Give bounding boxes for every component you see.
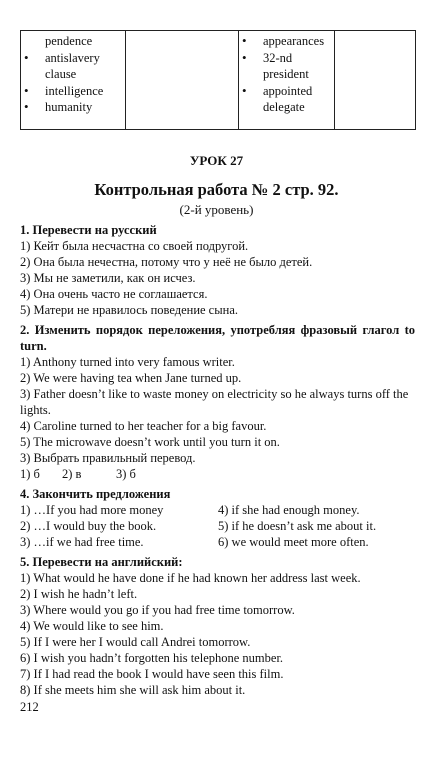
table-cell-empty-2 — [335, 31, 416, 130]
task4-item: 4) if she had enough money. — [218, 503, 360, 517]
task2-item: 3) Father doesn’t like to waste money on electricity so he always turns off the lights. — [20, 387, 409, 417]
task1-heading: 1. Перевести на русский — [20, 223, 157, 237]
task4-heading: 4. Закончить предложения — [20, 487, 171, 501]
task4-item: 3) …if we had free time. — [20, 535, 144, 549]
task5-heading: 5. Перевести на английский: — [20, 555, 183, 569]
task5-item: 3) Where would you go if you had free time tomorrow. — [20, 603, 295, 617]
task5-item: 2) I wish he hadn’t left. — [20, 587, 138, 601]
task4-item: 1) …If you had more money — [20, 503, 164, 517]
table-word: clause — [45, 67, 77, 81]
table-word: • humanity — [21, 99, 125, 116]
task1-item: 2) Она была нечестна, потому что у неё не было детей. — [20, 255, 313, 269]
vocabulary-table-fragment — [20, 30, 416, 130]
task1-item: 5) Матери не нравилось поведение сына. — [20, 303, 238, 317]
level-subtitle: (2-й уровень) — [179, 202, 254, 217]
task4-item: 5) if he doesn’t ask me about it. — [218, 519, 377, 533]
answer-option: 2) в — [62, 467, 82, 481]
task4-item: 6) we would meet more often. — [218, 535, 369, 549]
task2-item: 1) Anthony turned into very famous writer. — [20, 355, 235, 369]
task1-item: 1) Кейт была несчастна со своей подругой. — [20, 239, 249, 253]
task2-item: 4) Caroline turned to her teacher for a big favour. — [20, 419, 267, 433]
table-word: • intelligence — [21, 83, 125, 100]
table-word: • antislavery — [21, 50, 125, 67]
table-cell-words-2 — [239, 31, 335, 130]
task3-answers — [20, 466, 415, 482]
lesson-heading: УРОК 27 — [189, 153, 244, 168]
table-word: • appearances — [239, 33, 334, 50]
task5-item: 1) What would he have done if he had known her address last week. — [20, 571, 361, 585]
task5-item: 7) If I had read the book I would have seen this film. — [20, 667, 284, 681]
table-cell-words-1 — [21, 31, 126, 130]
page-title: Контрольная работа № 2 стр. 92. — [94, 180, 339, 199]
table-word: • appointed — [239, 83, 334, 100]
table-word: pendence — [45, 34, 93, 48]
exercise-content — [20, 222, 415, 698]
task5-item: 5) If I were her I would call Andrei tomorrow. — [20, 635, 251, 649]
table-cell-empty-1 — [126, 31, 239, 130]
task3-heading: 3) Выбрать правильный перевод. — [20, 451, 196, 465]
task4-grid — [20, 502, 415, 550]
task1-item: 3) Мы не заметили, как он исчез. — [20, 271, 196, 285]
task2-item: 5) The microwave doesn’t work until you turn it on. — [20, 435, 280, 449]
answer-option: 3) б — [116, 467, 136, 481]
task2-heading: 2. Изменить порядок переложения, употребляя фразовый глагол to turn. — [20, 323, 415, 353]
task5-item: 4) We would like to see him. — [20, 619, 164, 633]
table-word: president — [263, 67, 309, 81]
table-word: • 32-nd — [239, 50, 334, 67]
task2-item: 2) We were having tea when Jane turned up. — [20, 371, 242, 385]
task4-item: 2) …I would buy the book. — [20, 519, 157, 533]
task5-item: 6) I wish you hadn’t forgotten his telephone number. — [20, 651, 284, 665]
answer-option: 1) б — [20, 467, 40, 481]
page-number: 212 — [20, 700, 39, 714]
table-word: delegate — [263, 100, 305, 114]
task5-item: 8) If she meets him she will ask him about it. — [20, 683, 246, 697]
task1-item: 4) Она очень часто не соглашается. — [20, 287, 208, 301]
